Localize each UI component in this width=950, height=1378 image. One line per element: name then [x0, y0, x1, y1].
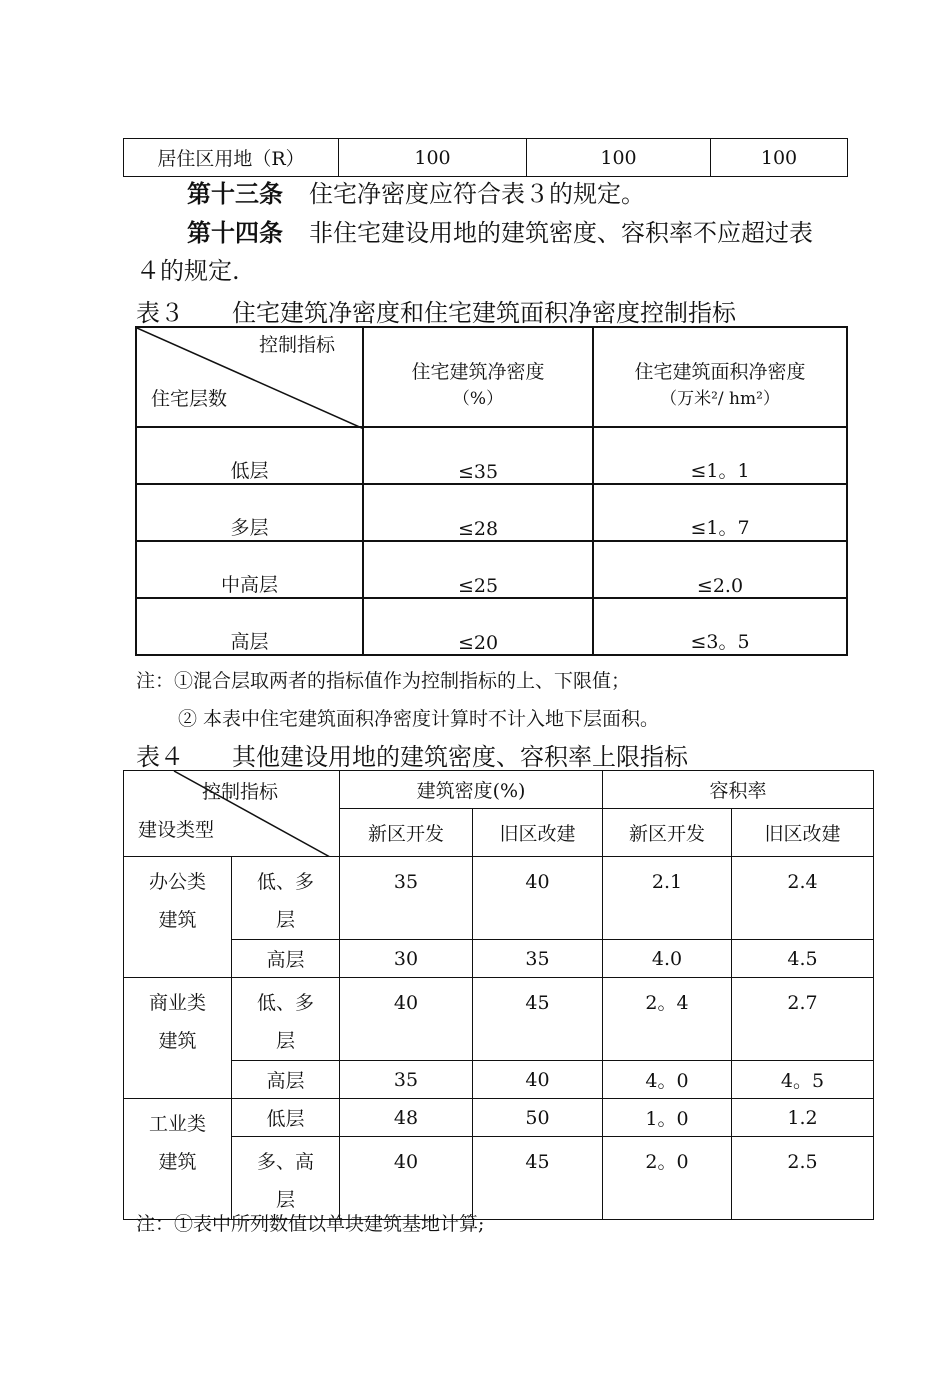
density-new: 40 [340, 1137, 473, 1220]
article-14-label: 第十四条 [187, 219, 283, 247]
table-4-header-row [124, 771, 874, 809]
header-new-area: 新区开发 [340, 809, 473, 857]
far-old: 4。5 [732, 1061, 874, 1099]
building-level-line1: 多、高 [256, 1151, 314, 1173]
building-level-line1: 低、多 [256, 992, 314, 1014]
density-value: ≤35 [363, 427, 593, 484]
table-row [124, 1099, 874, 1137]
density-new: 40 [340, 978, 473, 1061]
far-old: 4.5 [732, 940, 874, 978]
far-new: 4.0 [603, 940, 732, 978]
header-old-area: 旧区改建 [732, 809, 874, 857]
density-new: 48 [340, 1099, 473, 1137]
table-3-corner-cell [136, 327, 363, 427]
table-row [136, 484, 847, 541]
table-row [124, 978, 874, 1061]
table-4-note-1: 注：①表中所列数值以单块建筑基地计算; [136, 1213, 485, 1235]
building-type-line1: 工业类 [148, 1113, 206, 1135]
header-far-unit: （万米²/ hm²） [660, 389, 780, 409]
header-density-line1: 住宅建筑净密度 [411, 361, 545, 383]
land-use-value: 100 [527, 139, 711, 177]
density-old: 40 [473, 1061, 603, 1099]
building-type-line2: 建筑 [158, 1030, 197, 1052]
header-density [363, 327, 593, 427]
article-13-text: 住宅净密度应符合表３的规定。 [309, 180, 645, 208]
density-old: 45 [473, 978, 603, 1061]
corner-label-bottom: 住宅层数 [151, 388, 228, 410]
level-name: 低层 [136, 427, 363, 484]
far-new: 2.1 [603, 857, 732, 940]
far-new: 1。0 [603, 1099, 732, 1137]
building-level-line2: 层 [275, 1030, 295, 1052]
article-13 [187, 176, 645, 212]
building-type [124, 1099, 232, 1220]
level-name: 高层 [136, 598, 363, 655]
building-level: 低层 [232, 1099, 340, 1137]
far-old: 2.5 [732, 1137, 874, 1220]
building-type-line1: 办公类 [148, 871, 206, 893]
header-old-area: 旧区改建 [473, 809, 603, 857]
far-value: ≤3。5 [593, 598, 847, 655]
density-old: 50 [473, 1099, 603, 1137]
density-old: 40 [473, 857, 603, 940]
land-use-table-fragment [123, 138, 848, 177]
table-3-wrapper [135, 326, 846, 657]
far-value: ≤1。7 [593, 484, 847, 541]
density-value: ≤28 [363, 484, 593, 541]
header-density-unit: （%） [452, 389, 504, 409]
land-use-value: 100 [339, 139, 527, 177]
table-3-note-1: 注：①混合层取两者的指标值作为控制指标的上、下限值； [136, 670, 631, 692]
table-4-wrapper [123, 770, 873, 1211]
article-14-continued: ４的规定. [136, 257, 240, 285]
far-new: 2。4 [603, 978, 732, 1061]
building-type [124, 857, 232, 978]
building-type-line2: 建筑 [158, 1151, 197, 1173]
density-new: 30 [340, 940, 473, 978]
table-3 [135, 326, 848, 656]
table-row [124, 139, 848, 177]
article-14 [187, 215, 813, 251]
density-value: ≤25 [363, 541, 593, 598]
far-new: 2。0 [603, 1137, 732, 1220]
building-level: 高层 [232, 940, 340, 978]
article-13-label: 第十三条 [187, 180, 283, 208]
density-value: ≤20 [363, 598, 593, 655]
header-far-line1: 住宅建筑面积净密度 [634, 361, 806, 383]
table-row [136, 598, 847, 655]
density-old: 45 [473, 1137, 603, 1220]
building-level [232, 857, 340, 940]
table-row [124, 940, 874, 978]
table-4-caption: 表４ 其他建设用地的建筑密度、容积率上限指标 [136, 743, 688, 771]
table-row [136, 427, 847, 484]
density-new: 35 [340, 857, 473, 940]
building-level [232, 978, 340, 1061]
building-type [124, 978, 232, 1099]
far-old: 2.7 [732, 978, 874, 1061]
level-name: 多层 [136, 484, 363, 541]
density-old: 35 [473, 940, 603, 978]
table-4-corner-cell [124, 771, 340, 857]
building-level-line2: 层 [275, 909, 295, 931]
level-name: 中高层 [136, 541, 363, 598]
land-use-name: 居住区用地（R） [124, 139, 339, 177]
corner-label-top: 控制指标 [202, 781, 279, 803]
table-row [124, 1137, 874, 1220]
header-new-area: 新区开发 [603, 809, 732, 857]
building-level-line1: 低、多 [256, 871, 314, 893]
far-value: ≤2.0 [593, 541, 847, 598]
building-level [232, 1137, 340, 1220]
building-type-line1: 商业类 [148, 992, 206, 1014]
article-14-text: 非住宅建设用地的建筑密度、容积率不应超过表 [309, 219, 813, 247]
table-row [136, 541, 847, 598]
building-level: 高层 [232, 1061, 340, 1099]
density-new: 35 [340, 1061, 473, 1099]
corner-label-bottom: 建设类型 [138, 819, 215, 841]
corner-label-top: 控制指标 [259, 334, 336, 356]
building-level-line2: 层 [275, 1189, 295, 1211]
table-row [124, 857, 874, 940]
table-3-header-row [136, 327, 847, 427]
land-use-value: 100 [711, 139, 848, 177]
building-type-line2: 建筑 [158, 909, 197, 931]
far-value: ≤1。1 [593, 427, 847, 484]
table-3-caption: 表３ 住宅建筑净密度和住宅建筑面积净密度控制指标 [136, 299, 736, 327]
header-density-group: 建筑密度(%) [340, 771, 603, 809]
table-row [124, 1061, 874, 1099]
header-far [593, 327, 847, 427]
table-3-note-2: ② 本表中住宅建筑面积净密度计算时不计入地下层面积。 [178, 708, 660, 730]
far-old: 1.2 [732, 1099, 874, 1137]
far-new: 4。0 [603, 1061, 732, 1099]
table-4 [123, 770, 874, 1220]
far-old: 2.4 [732, 857, 874, 940]
header-far-group: 容积率 [603, 771, 874, 809]
